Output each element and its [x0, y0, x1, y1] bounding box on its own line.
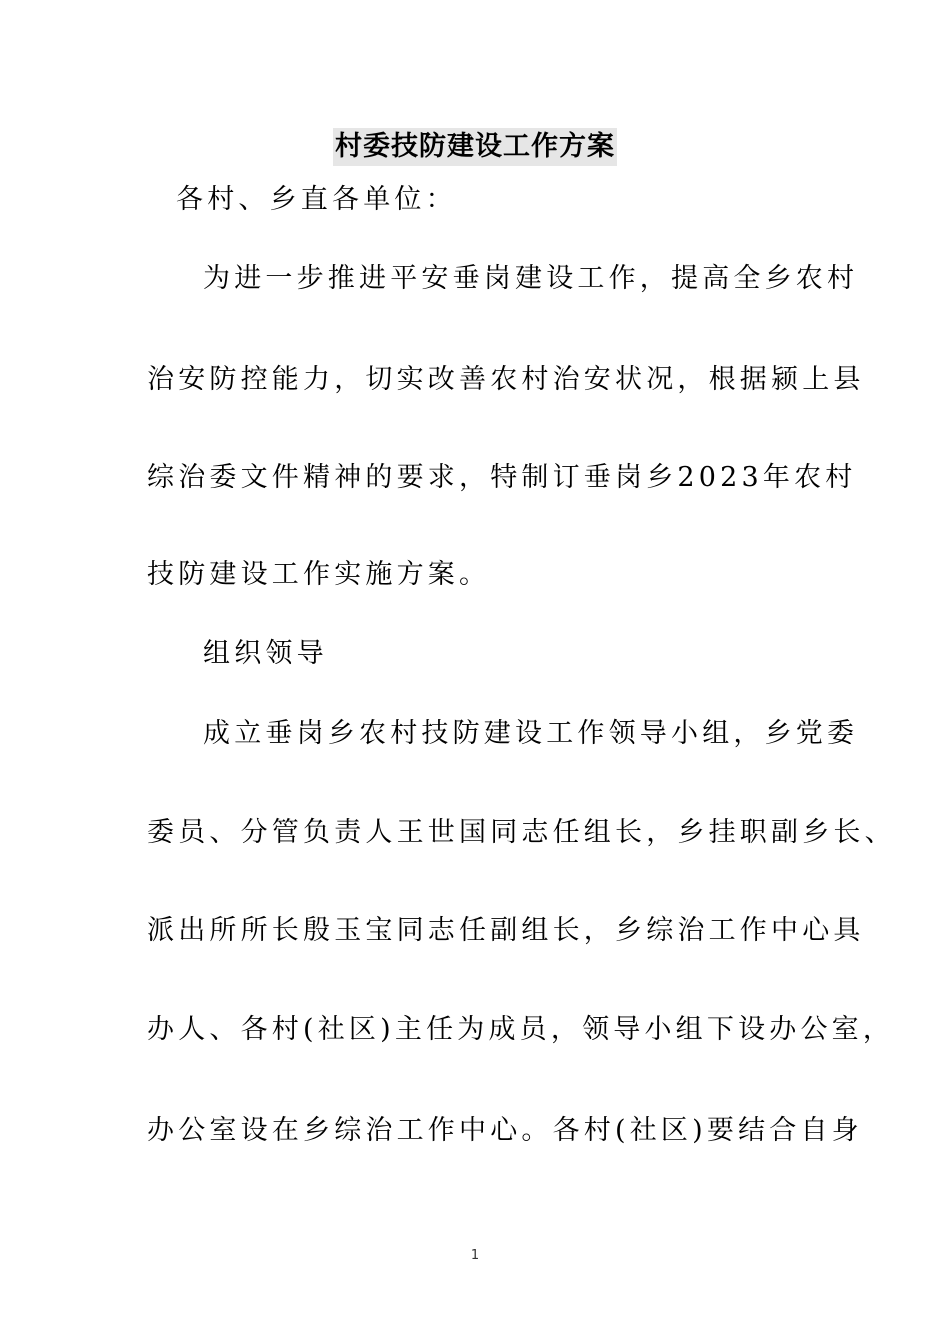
paragraph-1-line-3: 综治委文件精神的要求，特制订垂岗乡2023年农村 — [147, 462, 857, 493]
paragraph-1-line-2: 治安防控能力，切实改善农村治安状况，根据颍上县 — [147, 364, 865, 395]
document-title: 村委技防建设工作方案 — [333, 128, 617, 166]
paragraph-2-line-4: 办人、各村(社区)主任为成员，领导小组下设办公室， — [147, 1014, 895, 1045]
paragraph-1-line-4: 技防建设工作实施方案。 — [147, 559, 491, 590]
salutation: 各村、乡直各单位： — [176, 184, 457, 215]
paragraph-2-line-1: 成立垂岗乡农村技防建设工作领导小组，乡党委 — [203, 718, 859, 749]
paragraph-2-line-3: 派出所所长殷玉宝同志任副组长，乡综治工作中心具 — [147, 915, 865, 946]
title-container — [0, 128, 950, 166]
paragraph-2-line-2: 委员、分管负责人王世国同志任组长，乡挂职副乡长、 — [147, 817, 896, 848]
paragraph-1-line-1: 为进一步推进平安垂岗建设工作，提高全乡农村 — [203, 263, 859, 294]
paragraph-2-line-5: 办公室设在乡综治工作中心。各村(社区)要结合自身 — [147, 1115, 863, 1146]
page-number: 1 — [470, 1248, 480, 1263]
section-heading: 组织领导 — [203, 638, 328, 669]
